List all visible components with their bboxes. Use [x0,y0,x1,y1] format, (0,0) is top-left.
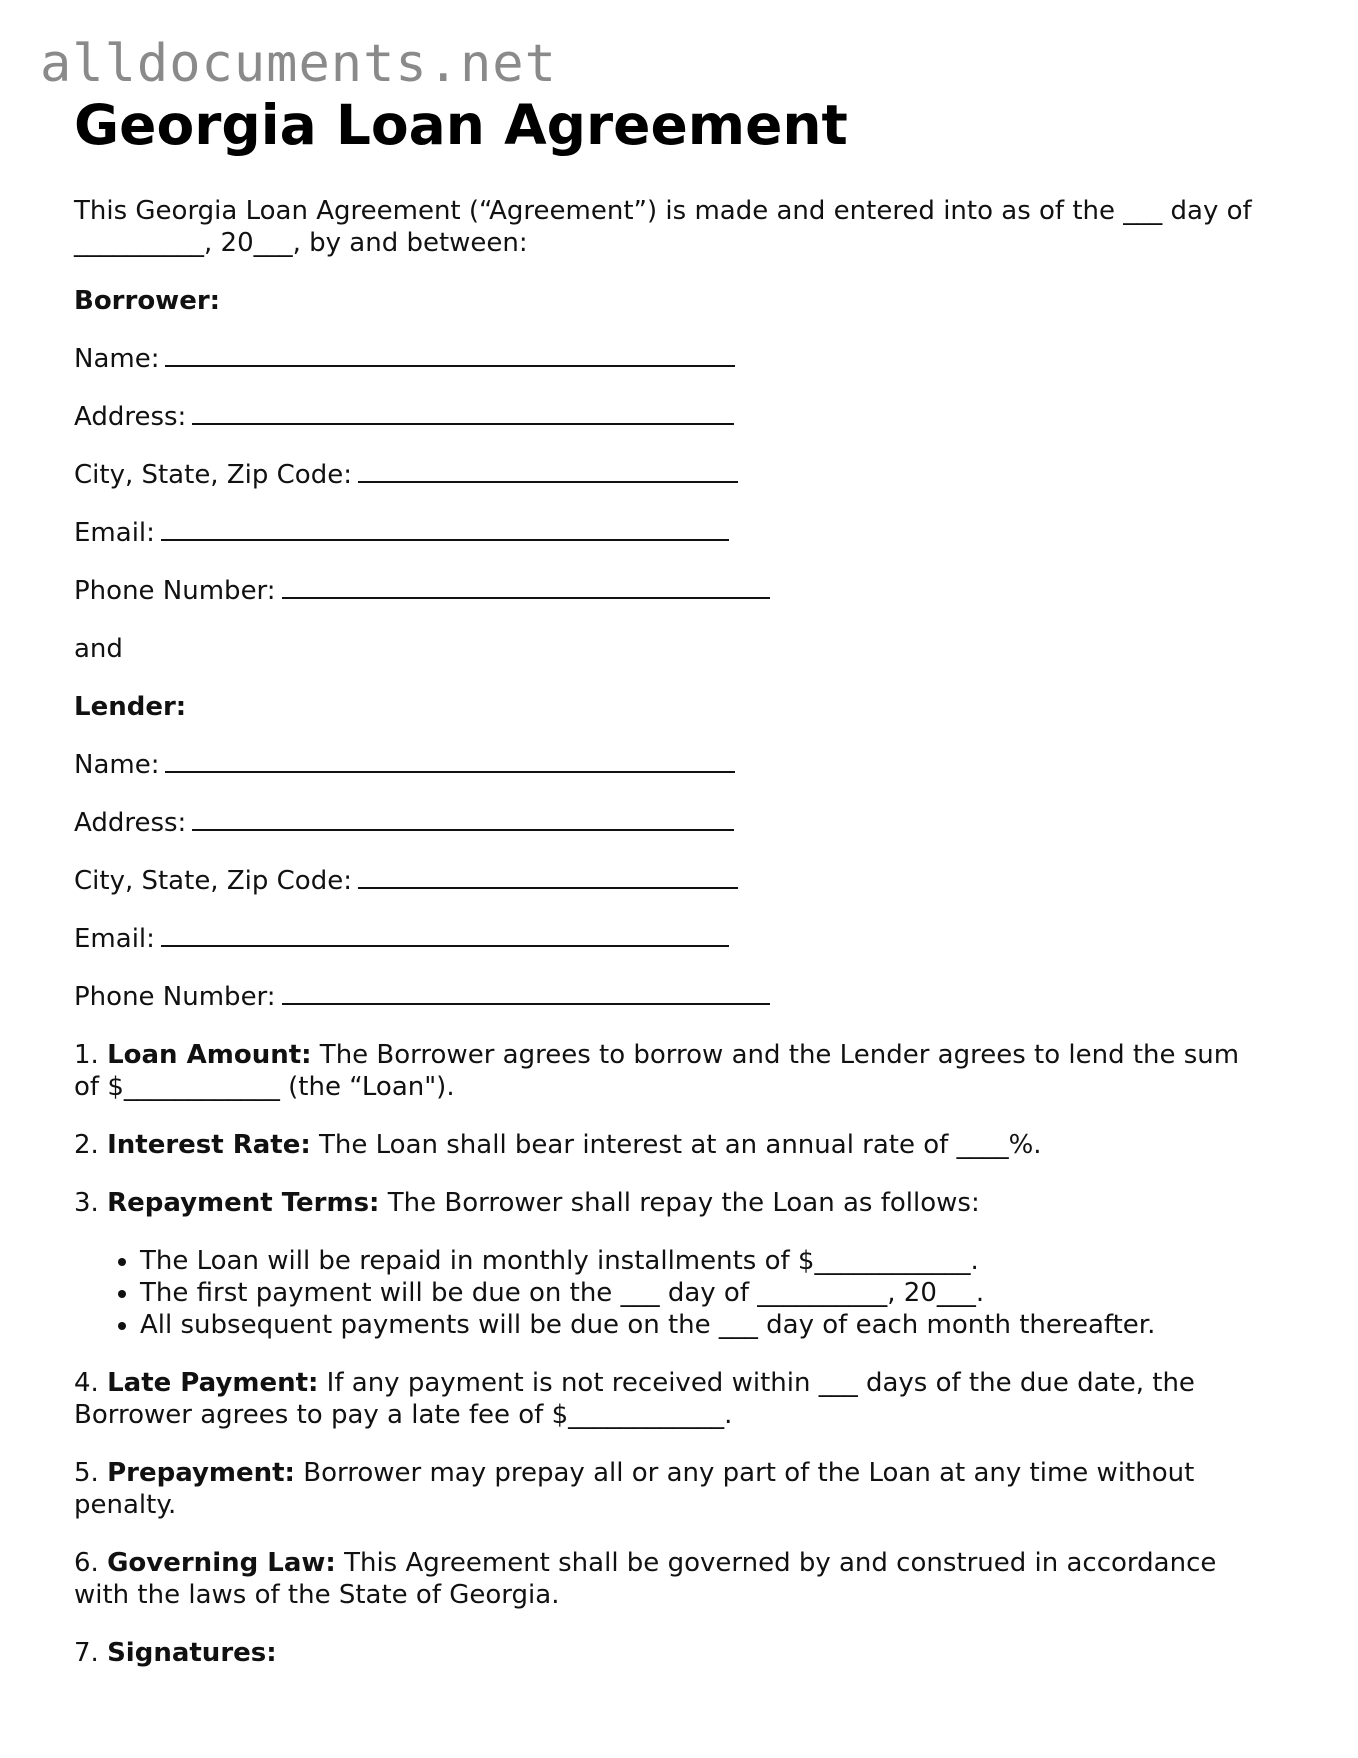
field-label: City, State, Zip Code: [74,866,352,897]
section-loan-amount: 1. Loan Amount: The Borrower agrees to borrow and the Lender agrees to lend the sum of $____________ (the “Loan"). [74,1040,1240,1103]
intro-line-2: __________, 20___, by and between: [74,228,528,259]
lender-city-field[interactable] [74,865,1294,897]
lender-email-field[interactable] [74,923,1294,955]
document-title: Georgia Loan Agreement [74,93,848,157]
intro-line-1: This Georgia Loan Agreement (“Agreement”) is made and entered into as of the ___ day of [74,196,1252,227]
list-item: • The first payment will be due on the ___ day of __________, 20___. [140,1277,1294,1309]
blank-line[interactable] [282,575,770,599]
borrower-name-field[interactable] [74,343,1294,375]
section-signatures: 7. Signatures: [74,1638,277,1669]
borrower-phone-field[interactable] [74,575,1294,607]
borrower-city-field[interactable] [74,459,1294,491]
field-label: Phone Number: [74,982,276,1013]
blank-line[interactable] [161,517,729,541]
blank-line[interactable] [165,343,735,367]
section-label: Repayment Terms: [107,1188,380,1219]
field-label: Address: [74,808,187,839]
section-label: Late Payment: [107,1368,319,1399]
blank-line[interactable] [192,401,734,425]
intro-paragraph [74,195,1294,259]
field-label: Name: [74,750,160,781]
borrower-heading: Borrower: [74,286,221,317]
section-label: Interest Rate: [107,1130,311,1161]
field-label: Name: [74,344,160,375]
section-label: Governing Law: [107,1548,336,1579]
list-item: • All subsequent payments will be due on the ___ day of each month thereafter. [140,1309,1294,1341]
section-prepayment: 5. Prepayment: Borrower may prepay all or any part of the Loan at any time without penalty. [74,1458,1195,1521]
watermark: alldocuments.net [40,34,557,94]
blank-line[interactable] [358,865,738,889]
borrower-email-field[interactable] [74,517,1294,549]
blank-line[interactable] [192,807,734,831]
field-label: Address: [74,402,187,433]
section-repayment-terms: 3. Repayment Terms: The Borrower shall repay the Loan as follows: [74,1188,980,1219]
field-label: Email: [74,924,155,955]
lender-address-field[interactable] [74,807,1294,839]
blank-line[interactable] [165,749,735,773]
list-item: • The Loan will be repaid in monthly installments of $____________. [140,1245,1294,1277]
lender-heading: Lender: [74,692,187,723]
section-governing-law: 6. Governing Law: This Agreement shall be governed by and construed in accordance with the laws of the State of Georgia. [74,1548,1217,1611]
repayment-list [74,1245,1294,1341]
blank-line[interactable] [358,459,738,483]
lender-name-field[interactable] [74,749,1294,781]
blank-line[interactable] [282,981,770,1005]
borrower-address-field[interactable] [74,401,1294,433]
blank-line[interactable] [161,923,729,947]
and-text: and [74,634,123,665]
field-label: Phone Number: [74,576,276,607]
section-late-payment: 4. Late Payment: If any payment is not received within ___ days of the due date, the Borrower agrees to pay a late fee of $____________. [74,1368,1195,1431]
section-label: Loan Amount: [107,1040,312,1071]
document-page [74,94,1294,1695]
field-label: Email: [74,518,155,549]
lender-phone-field[interactable] [74,981,1294,1013]
section-interest-rate: 2. Interest Rate: The Loan shall bear interest at an annual rate of ____%. [74,1130,1042,1161]
field-label: City, State, Zip Code: [74,460,352,491]
section-label: Signatures: [107,1638,277,1669]
section-label: Prepayment: [107,1458,295,1489]
